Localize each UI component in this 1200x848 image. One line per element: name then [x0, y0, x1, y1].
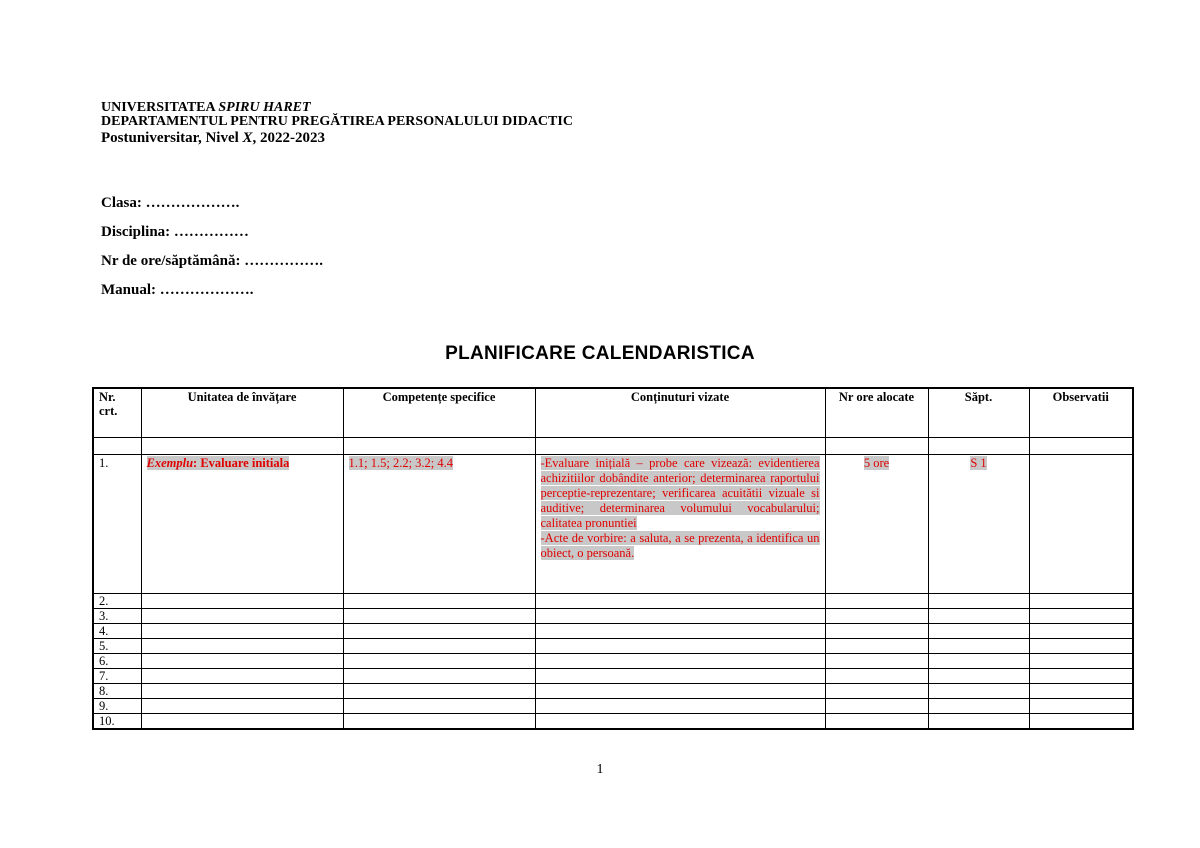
table-row [93, 639, 1133, 654]
example-sapt: S 1 [928, 455, 1029, 594]
document-header [101, 101, 573, 147]
field-manual: Manual: ………………. [101, 282, 254, 298]
table-row [93, 699, 1133, 714]
row-nr: 7. [93, 669, 141, 684]
page-title: PLANIFICARE CALENDARISTICA [445, 343, 755, 364]
row-nr: 2. [93, 594, 141, 609]
department-line: DEPARTAMENTUL PENTRU PREGĂTIREA PERSONALULUI DIDACTIC [101, 114, 573, 129]
table-row [93, 714, 1133, 730]
header-sapt: Săpt. [928, 388, 1029, 438]
table-row [93, 669, 1133, 684]
example-competente: 1.1; 1.5; 2.2; 3.2; 4.4 [343, 455, 535, 594]
example-row [93, 455, 1133, 594]
university-line: UNIVERSITATEA SPIRU HARET [101, 100, 311, 115]
row-nr: 10. [93, 714, 141, 730]
example-observatii [1029, 455, 1133, 594]
header-continuturi: Conținuturi vizate [535, 388, 825, 438]
header-unitatea: Unitatea de învățare [141, 388, 343, 438]
row-nr: 8. [93, 684, 141, 699]
example-nr: 1. [93, 455, 141, 594]
row-nr: 6. [93, 654, 141, 669]
example-continuturi: -Evaluare inițială – probe care vizează: evidentierea achizitiilor dobândite anterior; determinarea raportului perceptie-reprezentare; verificarea acuitătii vizuale si auditive; determinarea volumului vocabularului; calitatea pronuntiei -Acte de vorbire: a saluta, a se prezenta, a identifica un obiect, o persoană. [535, 455, 825, 594]
planning-table [92, 387, 1134, 730]
row-nr: 4. [93, 624, 141, 639]
header-nr: Nr. crt. [93, 388, 141, 438]
table-row [93, 609, 1133, 624]
field-disciplina: Disciplina: …………… [101, 224, 249, 240]
table-row [93, 624, 1133, 639]
table-header-row [93, 388, 1133, 438]
field-clasa: Clasa: ………………. [101, 195, 240, 211]
spacer-row [93, 438, 1133, 455]
header-competente: Competențe specifice [343, 388, 535, 438]
program-line: Postuniversitar, Nivel X, 2022-2023 [101, 130, 326, 146]
table-row [93, 654, 1133, 669]
header-observatii: Observatii [1029, 388, 1133, 438]
field-ore: Nr de ore/săptămână: ……………. [101, 253, 323, 269]
row-nr: 3. [93, 609, 141, 624]
page-number: 1 [596, 762, 604, 777]
table-row [93, 684, 1133, 699]
row-nr: 5. [93, 639, 141, 654]
example-unit: Exemplu: Evaluare initiala [141, 455, 343, 594]
example-nr-ore: 5 ore [825, 455, 928, 594]
header-nr-ore: Nr ore alocate [825, 388, 928, 438]
row-nr: 9. [93, 699, 141, 714]
table-row [93, 594, 1133, 609]
info-fields [101, 194, 323, 310]
